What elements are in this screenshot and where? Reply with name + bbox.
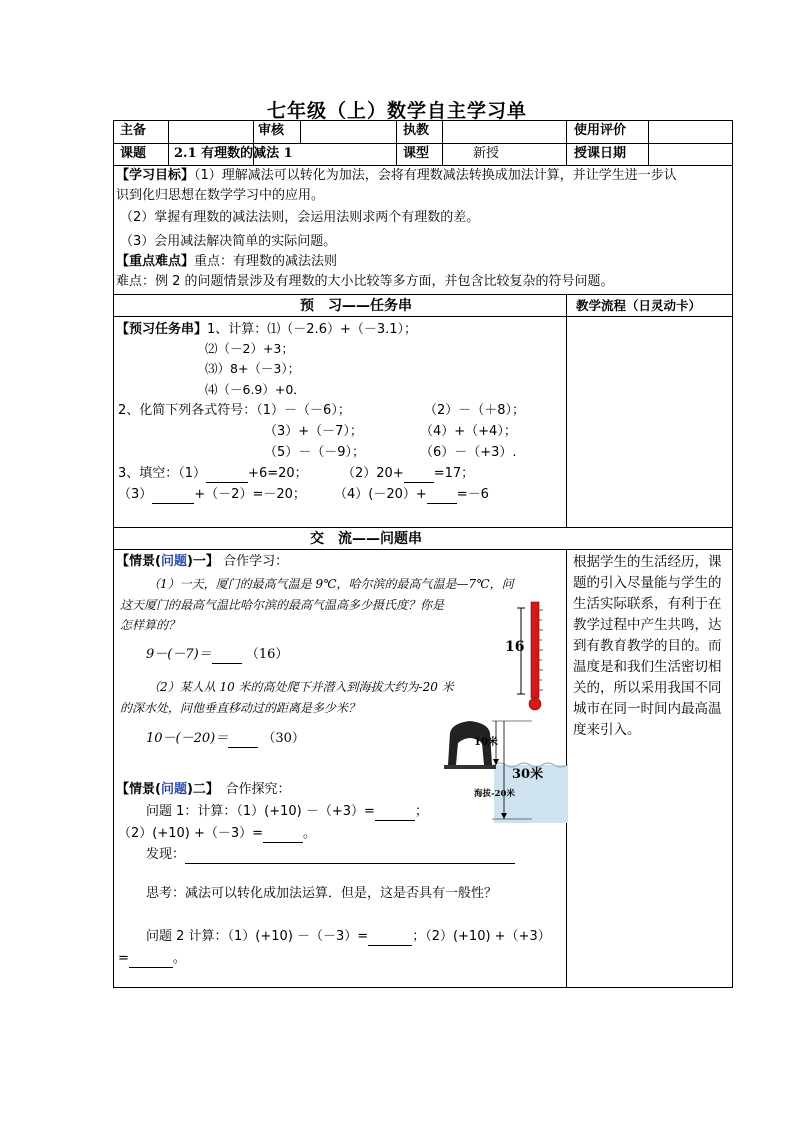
preview-q1-4: ⑷（－6.9）+0． [205, 382, 306, 397]
preview-header: 预 习——任务串 [300, 298, 412, 314]
header-zhubei: 主备 [120, 123, 147, 138]
teaching-note: 根据学生的生活经历，课题的引入尽量能与学生的生活实际联系，有利于在教学过程中产生共鸣，达到有教育教学的目的。而温度是和我们生活密切相关的，所以采用我国不同城市在同一时间内最高温度来引入。 [573, 554, 722, 738]
problem-1a: （1）一天，厦门的最高气温是 9℃，哈尔滨的最高气温是—7℃，问 [148, 577, 514, 591]
header-shenhe: 审核 [258, 123, 285, 138]
preview-q1-3: ⑶）8+（－3）； [205, 361, 301, 376]
preview-q3-3: （3） +（－2）=－20； [118, 487, 306, 502]
problem-1c: 怎样算的？ [120, 618, 181, 632]
preview-q2-4: （4）+（+4）； [420, 424, 517, 439]
question-1-a: 问题 1：计算：（1）(+10) －（+3）= ； [146, 804, 428, 819]
think-line: 思考：减法可以转化成加法运算．但是，这是否具有一般性？ [146, 886, 498, 901]
problem-2a: （2）某人从 10 米的高处爬下并潜入到海拔大约为-20 米 [148, 680, 454, 694]
problem-2b: 的深水处，问他垂直移动过的距离是多少米？ [120, 701, 361, 715]
goals-line2: （2）掌握有理数的减法法则，会运用法则求两个有理数的差。 [120, 210, 480, 225]
sea-level-label: 海拔-20米 [474, 789, 515, 799]
preview-q3-4: （4）(－20）+ =－6 [334, 487, 489, 502]
header-kexing: 课型 [403, 146, 430, 161]
preview-q2-2: （2）－（＋8）； [424, 403, 526, 418]
preview-q2-3: （3）+（－7）； [264, 424, 363, 439]
exchange-header: 交 流——问题串 [310, 531, 422, 547]
page-title: 七年级（上）数学自主学习单 [266, 100, 527, 122]
discovery-line: 发现： [146, 846, 515, 864]
tower-10m-label: 10米 [474, 737, 498, 748]
preview-q2: 2、化简下列各式符号：（1）－（－6）； [118, 403, 351, 418]
equation-2: 10－(－20)＝ （30） [146, 731, 305, 746]
tower-sea-illustration [440, 715, 568, 825]
header-pingjia: 使用评价 [574, 123, 627, 138]
goals-line1a: 【学习目标】（1）理解减法可以转化为加法，会将有理数减法转换成加法计算，并让学生进一步认 [116, 168, 677, 183]
thermometer-label: 16 [505, 639, 525, 655]
key-points: 【重点难点】重点：有理数的减法法则 [116, 254, 338, 269]
question-1-b: （2）(+10) +（－3）= 。 [118, 826, 317, 841]
header-zhijiao: 执教 [403, 123, 430, 138]
question-2-b: = 。 [118, 951, 186, 966]
preview-q2-6: （6）－（+3）. [420, 445, 517, 460]
preview-q1-2: ⑵（－2）+3； [205, 341, 294, 356]
difficulty: 难点：例 2 的问题情景涉及有理数的大小比较等多方面，并包含比较复杂的符号问题。 [116, 274, 614, 289]
goals-line1b: 识到化归思想在数学学习中的应用。 [116, 188, 325, 203]
equation-1: 9－(－7)＝ （16） [146, 647, 289, 662]
tower-30m-label: 30米 [512, 767, 544, 782]
preview-q2-5: （5）－（－9）； [264, 445, 366, 460]
flow-header: 教学流程（日灵动卡） [576, 298, 702, 313]
goals-line3: （3）会用减法解决简单的实际问题。 [120, 234, 337, 249]
header-keti-value: 2.1 有理数的减法 1 [174, 146, 293, 161]
header-keti: 课题 [120, 146, 147, 161]
question-2-a: 问题 2 计算：（1）(+10) －（－3）= ；（2）(+10) +（+3） [146, 929, 551, 944]
preview-q3-2: （2）20+ =17； [342, 466, 475, 481]
preview-q3-1: 3、填空：（1） +6=20； [118, 466, 308, 481]
problem-1b: 这天厦门的最高气温比哈尔滨的最高气温高多少摄氏度？你是 [120, 598, 445, 612]
situation-1-title: 【情景(问题)一】 合作学习： [116, 554, 289, 569]
thermometer-illustration [495, 598, 555, 716]
situation-2-title: 【情景(问题)二】 合作探究： [116, 782, 291, 797]
preview-q1: 【预习任务串】1、计算：⑴（－2.6）+（－3.1）； [116, 322, 418, 337]
header-riqi: 授课日期 [574, 146, 627, 161]
header-kexing-value: 新授 [473, 146, 500, 161]
